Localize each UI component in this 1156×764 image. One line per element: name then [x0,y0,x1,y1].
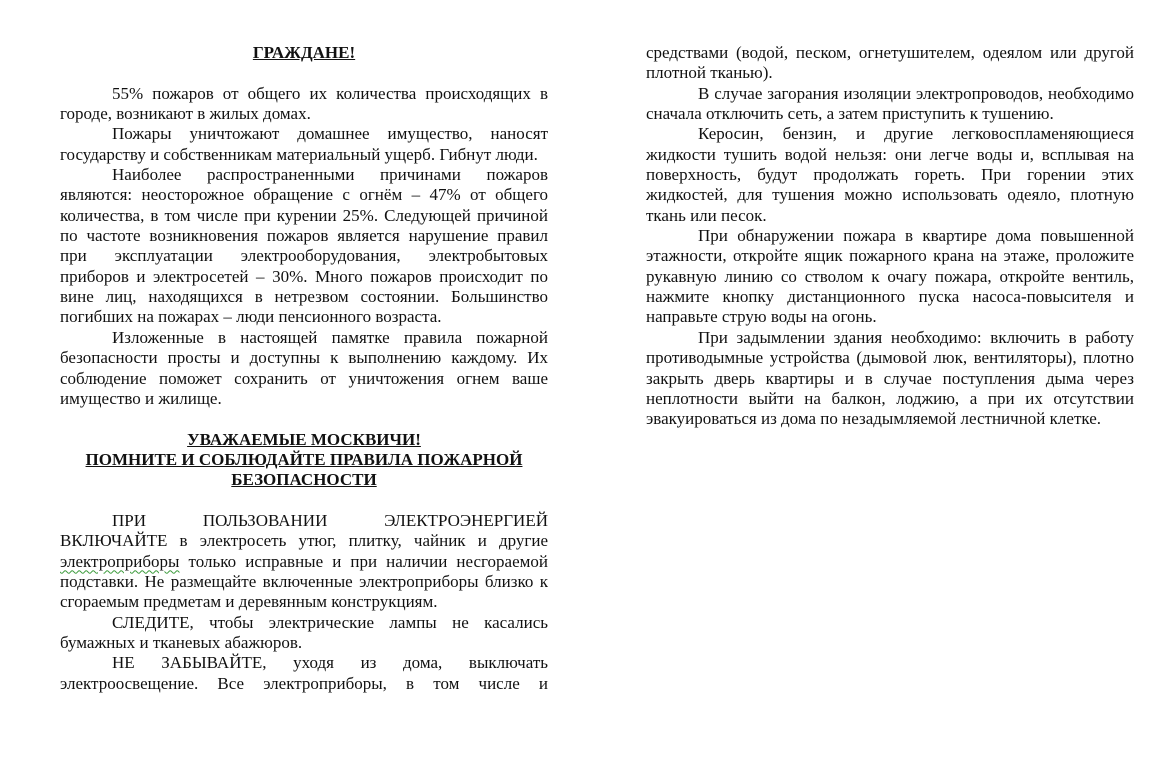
text-segment: ПРИ ПОЛЬЗОВАНИИ ЭЛЕКТРОЭНЕРГИЕЙ ВКЛЮЧАЙТЕ в электросеть утюг, плитку, чайник и другие [60,510,548,551]
blank-line [60,409,548,429]
left-column [60,43,548,694]
paragraph-electricity-use [60,511,548,613]
paragraph-lamps: СЛЕДИТЕ, чтобы электрические лампы не касались бумажных и тканевых абажюров. [60,612,548,652]
paragraph-statistics: 55% пожаров от общего их количества происходящих в городе, возникают в жилых домах. [60,83,548,124]
paragraph-continuation: средствами (водой, песком, огнетушителем, одеялом или другой плотной тканью). [646,43,1134,83]
blank-line [60,491,548,511]
paragraph-high-rise-fire: При обнаружении пожара в квартире дома повышенной этажности, откройте ящик пожарного крана на этаже, проложите рукавную линию со стволом к очагу пожара, откройте вентиль, нажмите кнопку дистанционного пуска насоса-повысителя и направьте струю воды на огонь. [646,226,1134,327]
paragraph-smoke: При задымлении здания необходимо: включить в работу противодымные устройства (дымовой люк, вентиляторы), плотно закрыть дверь квартиры и в случае поступления дыма через неплотности выйти на балкон, лоджию, а при их отсутствии эвакуироваться из дома по незадымляемой лестничной клетке. [646,327,1134,429]
text-segment: только исправные и при наличии несгораемой подставки. Не размещайте включенные электроприборы близко к сгораемым предметам и деревянным конструкциям. [60,551,548,612]
blank-line [60,63,548,83]
paragraph-rules-intro: Изложенные в настоящей памятке правила пожарной безопасности просты и доступны к выполнению каждому. Их соблюдение поможет сохранить от уничтожения огнем ваше имущество и жилище. [60,327,548,408]
heading-safety: БЕЗОПАСНОСТИ [231,470,377,490]
paragraph-dont-forget: НЕ ЗАБЫВАЙТЕ, уходя из дома, выключать электроосвещение. Все электроприборы, в том числе и [60,653,548,693]
heading-remember-rules: ПОМНИТЕ И СОБЛЮДАЙТЕ ПРАВИЛА ПОЖАРНОЙ [85,449,523,469]
paragraph-damage: Пожары уничтожают домашнее имущество, наносят государству и собственникам материальный ущерб. Гибнут люди. [60,124,548,164]
heading-muscovites: УВАЖАЕМЫЕ МОСКВИЧИ! [187,429,421,449]
paragraph-flammable-liquids: Керосин, бензин, и другие легковоспламеняющиеся жидкости тушить водой нельзя: они легче воды и, всплывая на поверхность, будут продолжать гореть. При горении этих жидкостей, для тушения можно использовать одеяло, плотную ткань или песок. [646,124,1134,225]
paragraph-causes: Наиболее распространенными причинами пожаров являются: неосторожное обращение с огнём – 47% от общего количества, в том числе при курении 25%. Следующей причиной по частоте возникновения пожаров является нарушение правил при эксплуатации электрооборудования, электробытовых приборов и электросетей – 30%. Много пожаров происходит по вине лиц, находящихся в нетрезвом состоянии. Большинство погибших на пожарах – люди пенсионного возраста. [60,165,548,327]
heading-citizens: ГРАЖДАНЕ! [252,43,356,62]
spellcheck-flagged-word[interactable]: электроприборы [60,551,180,571]
right-column [646,43,1134,430]
paragraph-wiring-fire: В случае загорания изоляции электропроводов, необходимо сначала отключить сеть, а затем приступить к тушению. [646,83,1134,124]
